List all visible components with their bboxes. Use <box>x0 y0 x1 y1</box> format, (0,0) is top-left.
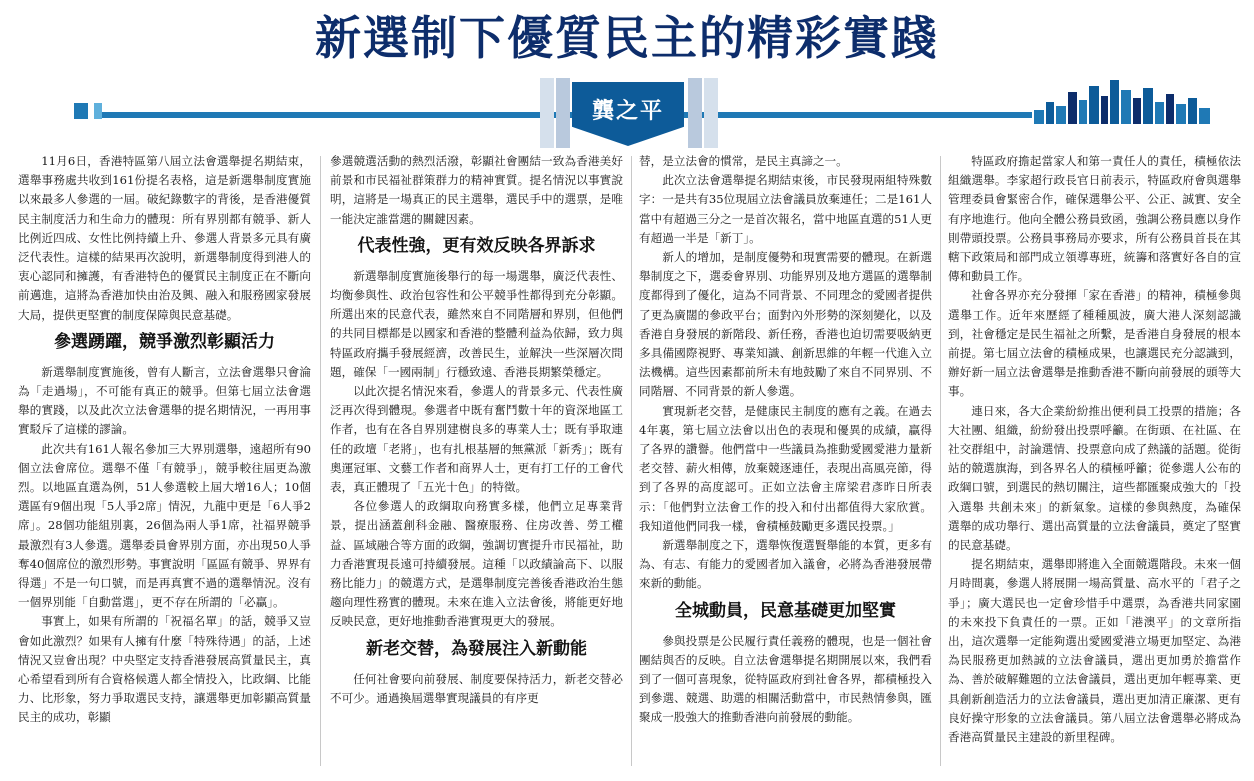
byline: 龔之平 <box>591 99 664 124</box>
accent-square <box>74 103 88 119</box>
paragraph: 新人的增加，是制度優勢和現實需要的體現。在新選舉制度之下，選委會界別、功能界別及地方選區的選舉制度都得到了優化，這為不同背景、不同理念的愛國者提供了更為廣闊的參政平台；面對內外形勢的深刻變化，以及香港自身發展的新階段、新任務，香港也迫切需要吸納更多具備國際視野、專業知識、創新思維的年輕一代進入立法機構。這些因素都前所未有地鼓勵了來自不同界別、不同階層、不同背景的新人參選。 <box>639 250 932 399</box>
accent-pillar <box>688 78 702 148</box>
accent-square <box>94 103 102 119</box>
paragraph: 11月6日，香港特區第八屆立法會選舉提名期結束，選舉事務處共收到161份提名表格，這是新選舉制度實施以來最多人參選的一屆。破紀錄數字的背後，是香港優質民主制度活力和生命力的體現：所有界別都有競爭、新人比例近四成、女性比例持續上升、參選人背景多元具有廣泛代表性。這樣的結果再次說明，新選舉制度得到港人的衷心認同和擁護，有香港特色的優質民主制度正在不斷向前邁進，這將為香港加快由治及興、融入和服務國家發展大局，提供更堅實的制度保障與民意基礎。 <box>18 154 311 322</box>
paragraph: 新選舉制度實施後，曾有人斷言，立法會選舉只會淪為「走過場」，不可能有真正的競爭。但第七屆立法會選舉的實踐，以及此次立法會選舉的提名期情況，一再用事實駁斥了這樣的謬論。 <box>18 364 311 437</box>
paragraph: 實現新老交替，是健康民主制度的應有之義。在過去4年裏，第七屆立法會以出色的表現和優異的成績，贏得了各界的讚譽。他們當中一些議員為推動愛國愛港力量新老交替、薪火相傳，放棄競逐連任，表現出高風亮節，得到了各界的高度認可。正如立法會主席梁君彥昨日所表示：「他們對立法會工作的投入和付出都值得大家欣賞。我知道他們同我一樣，會積極鼓勵更多選民投票。」 <box>639 403 932 533</box>
article-column-1 <box>18 152 311 772</box>
paragraph: 各位參選人的政綱取向務實多樣，他們立足專業背景，提出涵蓋創科金融、醫療服務、住房改善、勞工權益、區域融合等方面的政綱，強調切實提升市民福祉，助力香港實現長遠可持續發展。這種「以政績論高下、以服務比能力」的競選方式，是選舉制度完善後香港政治生態趨向理性務實的體現。未來在進入立法會後，將能更好地反映民意，更好地推動香港實現更大的發展。 <box>330 499 623 629</box>
paragraph: 事實上，如果有所謂的「祝福名單」的話，競爭又豈會如此激烈？如果有人擁有什麼「特殊待遇」的話，上述情況又豈會出現？中央堅定支持香港發展高質量民主，真心希望看到所有合資格候選人都全情投入，比政綱、比能力、比形象，努力爭取選民支持，讓選舉更加彰顯高質量民主的成功，彰顯 <box>18 614 311 725</box>
section-heading: 新老交替，為發展注入新動能 <box>366 638 587 659</box>
paragraph: 特區政府擔起當家人和第一責任人的責任，積極依法組織選舉。李家超行政長官日前表示，特區政府會與選舉管理委員會緊密合作，確保選舉公平、公正、誠實、安全有序地進行。他向全體公務員致函，強調公務員應以身作則帶頭投票。公務員事務局亦要求，所有公務員首長在其轄下政策局和部門成立領導專班，統籌和落實好各自的宣傳和動員工作。 <box>948 154 1241 284</box>
paragraph: 新選舉制度實施後舉行的每一場選舉，廣泛代表性、均衡參與性、政治包容性和公平競爭性都得到充分彰顯。所選出來的民意代表，雖然來自不同階層和界別，但他們的共同目標都是以國家和香港的整體利益為依歸，致力與特區政府攜手發展經濟，改善民生，並解決一些深層次問題，確保「一國兩制」行穩致遠、香港長期繁榮穩定。 <box>330 268 623 379</box>
section-heading: 參選踴躍，競爭激烈彰顯活力 <box>54 331 275 352</box>
paragraph: 任何社會要向前發展、制度要保持活力，新老交替必不可少。通過換屆選舉實現議員的有序更 <box>330 671 623 705</box>
paragraph: 提名期結束，選舉即將進入全面競選階段。未來一個月時間裏，參選人將展開一場高質量、高水平的「君子之爭」；廣大選民也一定會珍惜手中選票，為香港共同家園的未來投下負責任的一票。正如「港澳平」的文章所指出，這次選舉一定能夠選出愛國愛港立場更加堅定、為港為民服務更加熱誠的立法會議員，選出更加勇於擔當作為、善於破解難題的立法會議員，選出更加年輕專業、更具創新創造活力的立法會議員，選出更加清正廉潔、更有良好操守形象的立法會議員。第八屆立法會選舉必將成為香港高質量民主建設的新里程碑。 <box>948 557 1241 745</box>
paragraph: 此次共有161人報名參加三大界別選舉，遠超所有90個立法會席位。選舉不僅「有競爭」，競爭較往屆更為激烈。以地區直選為例，51人參選較上屆大增16人；10個選區有9個出現「5人爭2席」情況，九龍中更是「6人爭2席」。28個功能組別裏，26個為兩人爭1席，社福界競爭最激烈有3人參選。選舉委員會界別方面，亦出現50人爭奪40個席位的激烈形勢。事實說明「區區有競爭、界界有得選」不是一句口號，而是再真實不過的選舉情況。沒有一個界別能「自動當選」，更不存在所謂的「必贏」。 <box>18 441 311 610</box>
column-divider <box>631 156 632 766</box>
accent-pillar <box>704 78 718 148</box>
column-divider <box>940 156 941 766</box>
column-divider <box>320 156 321 766</box>
paragraph: 參選競選活動的熱烈活潑，彰顯社會團結一致為香港美好前景和市民福祉群策群力的精神實質。提名情況以事實說明，這將是一場真正的民主選舉，選民手中的選票，是唯一能決定誰當選的關鍵因素。 <box>330 154 623 226</box>
headline: 新選制下優質民主的精彩實踐 <box>315 11 939 65</box>
paragraph: 社會各界亦充分發揮「家在香港」的精神，積極參與選舉工作。近年來歷經了種種風波，廣大港人深刻認識到，社會穩定是民生福祉之所繫，是香港自身發展的根本前提。第七屆立法會的積極成果，也讓選民充分認識到，辦好新一屆立法會選舉是推動香港不斷向前發展的頭等大事。 <box>948 288 1241 399</box>
paragraph: 以此次提名情況來看，參選人的背景多元、代表性廣泛再次得到體現。參選者中既有奮鬥數十年的資深地區工作者，也有在各自界別建樹良多的專業人士；既有爭取連任的政壇「老將」，也有扎根基層的無黨派「新秀」；既有奧運冠軍、文藝工作者和商界人士，更有打工仔的工會代表，真正體現了「五光十色」的特徵。 <box>330 384 623 495</box>
paragraph: 參與投票是公民履行責任義務的體現，也是一個社會團結與否的反映。自立法會選舉提名期開展以來，我們看到了一個可喜現象，從特區政府到社會各界，都積極投入到參選、競選、助選的相關活動當中，市民熱情參與，匯聚成一股強大的推動香港向前發展的動能。 <box>639 633 932 725</box>
accent-bar-right <box>680 112 1032 118</box>
paragraph: 此次立法會選舉提名期結束後，市民發現兩組特殊數字：一是共有35位現屆立法會議員放棄連任；二是161人當中有超過三分之一是首次報名，當中地區直選的51人更有超過一半是「新丁」。 <box>639 173 932 245</box>
section-heading: 代表性強，更有效反映各界訴求 <box>357 235 596 256</box>
skyline-icon <box>1034 80 1210 124</box>
article-column-2 <box>330 152 623 772</box>
accent-pillar <box>540 78 554 148</box>
accent-bar-left <box>98 112 578 118</box>
paragraph: 新選舉制度之下，選舉恢復選賢舉能的本質，更多有為、有志、有能力的愛國者加入議會，必將為香港發展帶來新的動能。 <box>639 538 932 591</box>
accent-pillar <box>556 78 570 148</box>
article-column-3 <box>639 152 932 772</box>
article-column-4 <box>948 152 1241 772</box>
paragraph: 連日來，各大企業紛紛推出便利員工投票的措施；各大社團、組織，紛紛發出投票呼籲。在街頭、在社區、在社交群組中，討論選情、投票意向成了熱議的話題。從街站的競選旗海，到各界名人的積極呼籲；從參選人公布的政綱口號，到選民的熱切關注，這些都匯聚成強大的「投入選舉 共創未來」的新氣象。這樣的參與熱度，為確保選舉的成功舉行、選出高質量的立法會議員，奠定了堅實的民意基礎。 <box>948 403 1241 553</box>
paragraph: 替，是立法會的慣常，是民主真諦之一。 <box>639 154 848 168</box>
section-heading: 全城動員，民意基礎更加堅實 <box>675 600 896 621</box>
